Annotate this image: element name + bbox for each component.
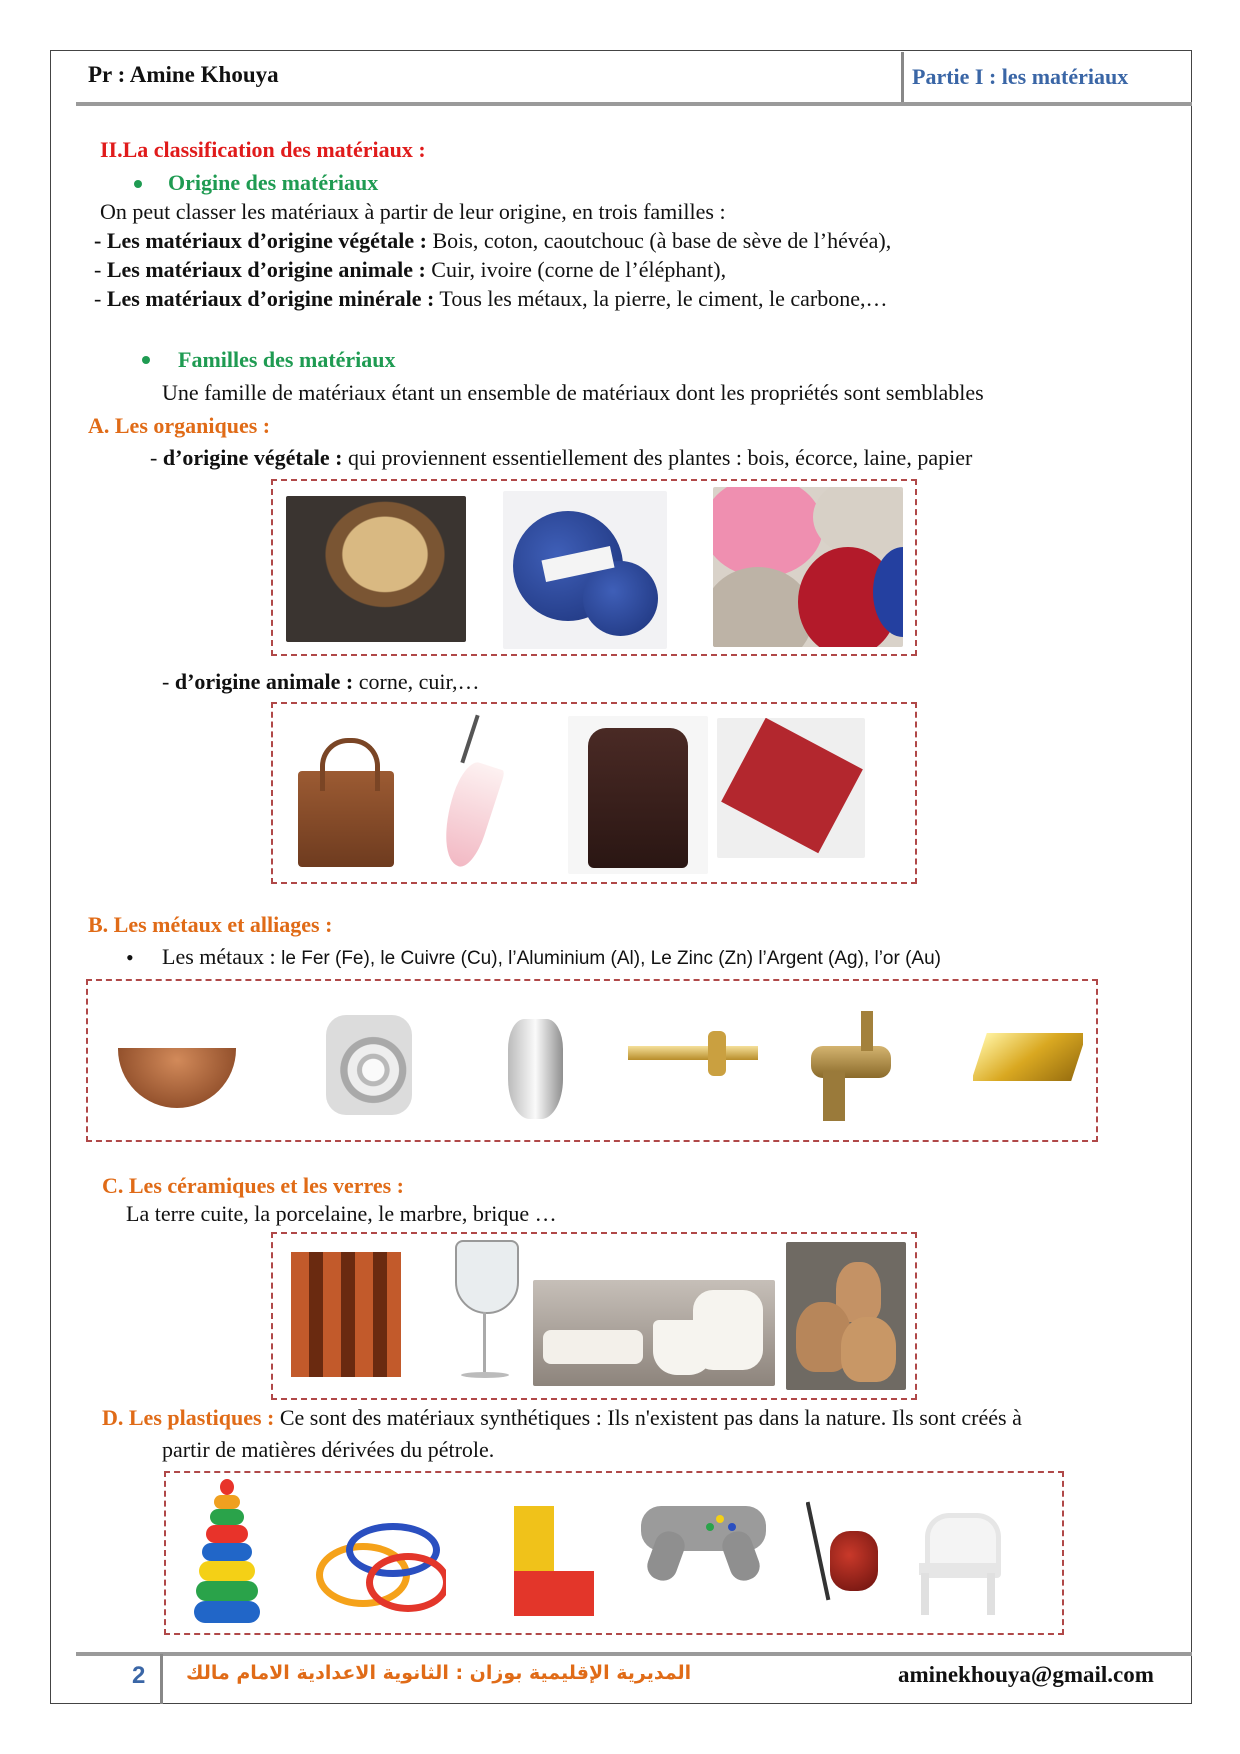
origin-animale-text: Cuir, ivoire (corne de l’éléphant), [425,257,727,282]
footer-rule [76,1652,1192,1656]
organiques-animale-text: corne, cuir,… [353,669,480,694]
origin-title: Origine des matériaux [168,170,379,195]
origin-vegetale [94,228,891,254]
ceramiques-title: C. Les céramiques et les verres : [102,1173,404,1198]
plastiques-title: D. Les plastiques : [102,1405,275,1430]
plastiques-text1: Ce sont des matériaux synthétiques : Ils n'existent pas dans la nature. Ils sont créés à [274,1405,1022,1430]
wool-balls-image [713,487,903,647]
metaux-bullet: • [126,945,134,970]
leather-jacket-image [568,716,708,874]
organiques-animale-label: d’origine animale : [174,669,354,694]
header-divider [901,52,904,104]
vacuum-cleaner-image [806,1501,886,1621]
origin-animale [94,257,726,283]
silver-jug-image [488,999,583,1124]
porcelain-dishes-image [533,1280,775,1386]
organiques-animale [162,669,479,695]
wood-log-image [286,496,466,642]
plastiques-text2: partir de matières dérivées du pétrole. [162,1437,495,1462]
brick-image [279,1240,421,1392]
lego-bricks-image [504,1501,599,1625]
metaux-title: B. Les métaux et alliages : [88,912,333,937]
terracotta-pots-image [786,1242,906,1390]
organiques-vegetale-dash: - [150,445,163,470]
origin-vegetale-label: - Les matériaux d’origine végétale : [94,228,427,253]
metaux-images-box [86,979,1098,1142]
plastiques-images-box [164,1471,1064,1635]
organiques-title: A. Les organiques : [88,413,271,438]
bullet-icon [134,180,142,188]
copper-bowl-image [108,1036,246,1116]
tin-can-image [318,1009,418,1119]
vegetale-images-box [271,479,917,656]
familles-definition: Une famille de matériaux étant un ensemble de matériaux dont les propriétés sont semblables [162,380,984,405]
stacking-rings-toy-image [190,1477,262,1627]
origin-minerale-label: Les matériaux d’origine minérale : [106,286,435,311]
header-rule [76,102,1192,106]
origin-minerale-text: Tous les métaux, la pierre, le ciment, le carbone,… [434,286,888,311]
metaux-line [162,944,941,970]
leather-notebook-image [717,718,865,858]
wine-glass-image [443,1234,528,1396]
familles-title: Familles des matériaux [178,347,396,372]
header-author: Pr : Amine Khouya [88,62,279,87]
organiques-vegetale-text: qui proviennent essentiellement des plantes : bois, écorce, laine, papier [342,445,973,470]
ceramiques-images-box [271,1232,917,1400]
header-part-title: Partie I : les matériaux [912,64,1129,89]
origin-minerale-dash: - [94,286,107,311]
page-number: 2 [132,1662,146,1689]
origin-animale-label: Les matériaux d’origine animale : [106,257,426,282]
leather-bag-image [288,726,404,871]
metaux-list: le Fer (Fe), le Cuivre (Cu), l’Aluminium (Al), Le Zinc (Zn) l’Argent (Ag), l’or (Au) [281,948,941,969]
plastic-chair-image [911,1508,1006,1620]
game-controller-image [636,1491,771,1591]
gold-bar-image [973,1019,1083,1099]
origin-vegetale-text: Bois, coton, caoutchouc (à base de sève de l’hévéa), [426,228,892,253]
horn-pendant-image [418,714,538,874]
plastiques-line1 [102,1405,1022,1431]
bullet-icon [142,356,150,364]
brass-rod-image [628,1026,763,1086]
organiques-vegetale [150,445,972,471]
origin-minerale [94,286,888,312]
origin-intro: On peut classer les matériaux à partir de leur origine, en trois familles : [100,199,726,224]
metaux-lead: Les métaux : [162,944,282,969]
ceramiques-text: La terre cuite, la porcelaine, le marbre, brique … [126,1201,557,1226]
organiques-vegetale-label: d’origine végétale : [162,445,343,470]
organiques-animale-dash: - [162,669,175,694]
footer-divider [160,1654,163,1704]
animale-images-box [271,702,917,884]
footer-email: aminekhouya@gmail.com [898,1662,1154,1687]
section-title: II.La classification des matériaux : [100,137,426,162]
brass-tap-image [801,991,926,1131]
origin-animale-dash: - [94,257,107,282]
blue-yarn-image [503,491,667,649]
footer-school: المديرية الإقليمية بوزان : الثانوية الاعدادية الامام مالك [186,1662,692,1684]
silicone-bracelets-image [306,1513,446,1613]
